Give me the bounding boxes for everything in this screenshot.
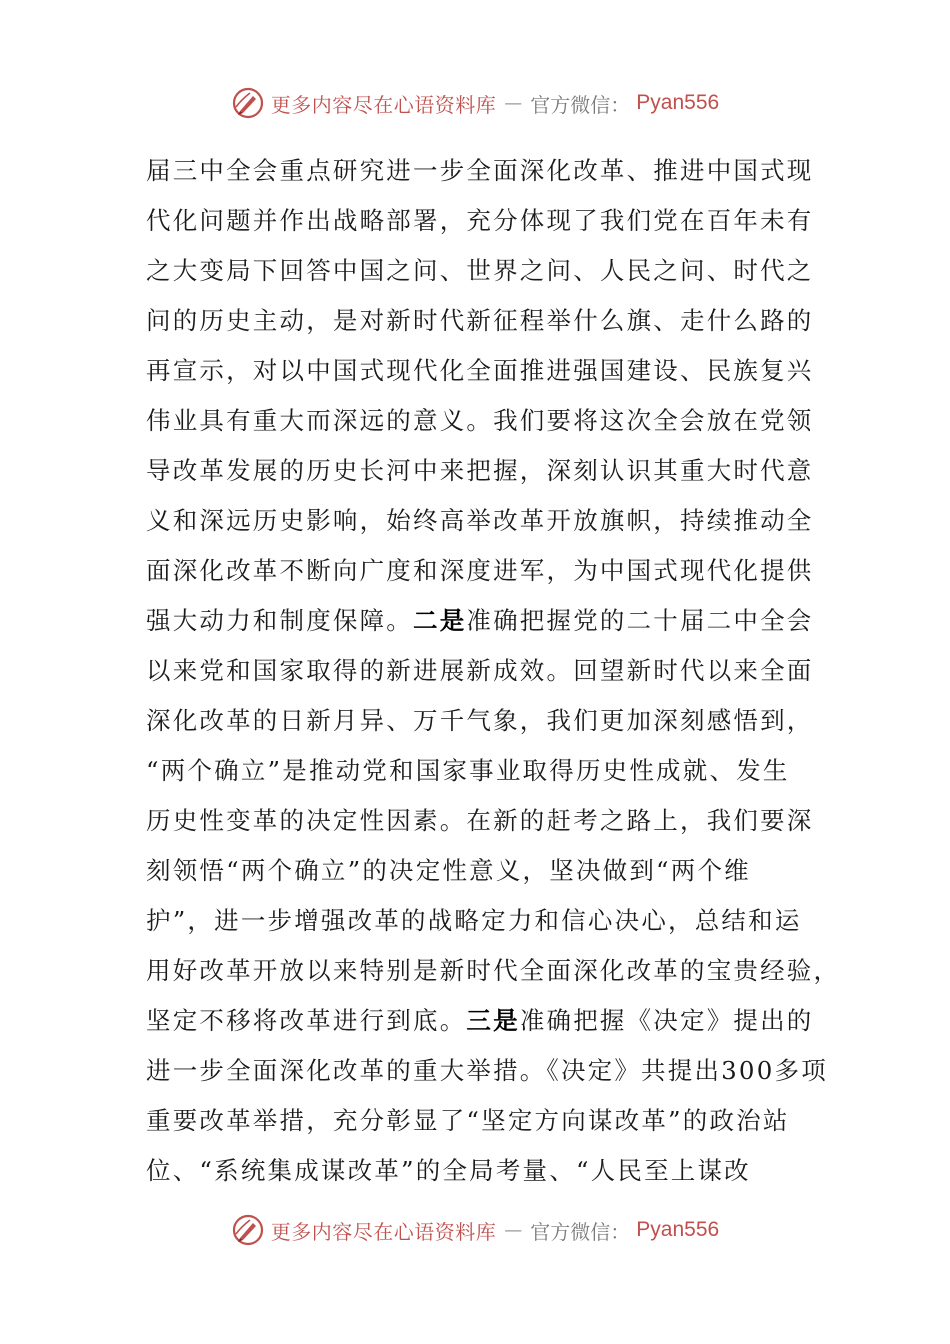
text-line: 代化问题并作出战略部署，充分体现了我们党在百年未有 — [146, 206, 814, 235]
text-segment: 准确把握党的二十届二中全会 — [466, 606, 814, 635]
watermark-site-text: 更多内容尽在心语资料库 — [270, 92, 497, 117]
text-line: 位、“系统集成谋改革”的全局考量、“人民至上谋改 — [146, 1156, 751, 1185]
text-line: 深化改革的日新月异、万千气象，我们更加深刻感悟到， — [146, 706, 814, 735]
text-line: 历史性变革的决定性因素。在新的赶考之路上，我们要深 — [146, 806, 814, 835]
text-line: “两个确立”是推动党和国家事业取得历史性成就、发生 — [146, 756, 790, 785]
text-line: 重要改革举措，充分彰显了“坚定方向谋改革”的政治站 — [146, 1106, 790, 1135]
text-line: 问的历史主动，是对新时代新征程举什么旗、走什么路的 — [146, 306, 814, 335]
text-line: 导改革发展的历史长河中来把握，深刻认识其重大时代意 — [146, 456, 814, 485]
text-line: 伟业具有重大而深远的意义。我们要将这次全会放在党领 — [146, 406, 814, 435]
watermark-wechat-label: 官方微信： — [530, 92, 631, 117]
bold-ordinal: 二是 — [413, 606, 467, 635]
text-segment: 准确把握《决定》提出的 — [519, 1006, 814, 1035]
text-line — [146, 596, 814, 646]
text-line — [146, 996, 814, 1046]
text-line: 之大变局下回答中国之问、世界之问、人民之问、时代之 — [146, 256, 814, 285]
watermark-separator: — — [504, 92, 523, 114]
watermark-wechat-label: 官方微信： — [530, 1219, 631, 1244]
pen-logo-icon — [231, 86, 265, 120]
watermark-banner-bottom — [0, 1210, 950, 1250]
watermark-banner-top — [0, 83, 950, 123]
watermark-site-text: 更多内容尽在心语资料库 — [270, 1219, 497, 1244]
text-line: 再宣示，对以中国式现代化全面推进强国建设、民族复兴 — [146, 356, 814, 385]
text-line: 进一步全面深化改革的重大举措。《决定》共提出300多项 — [146, 1056, 828, 1085]
document-body — [0, 146, 950, 1196]
watermark-separator: — — [504, 1219, 523, 1241]
text-line: 面深化改革不断向广度和深度进军，为中国式现代化提供 — [146, 556, 814, 585]
text-segment: 强大动力和制度保障。 — [146, 606, 413, 635]
text-line: 义和深远历史影响，始终高举改革开放旗帜，持续推动全 — [146, 506, 814, 535]
bold-ordinal: 三是 — [466, 1006, 520, 1035]
text-line: 用好改革开放以来特别是新时代全面深化改革的宝贵经验， — [146, 956, 841, 985]
text-line: 届三中全会重点研究进一步全面深化改革、推进中国式现 — [146, 156, 814, 185]
text-segment: 坚定不移将改革进行到底。 — [146, 1006, 467, 1035]
watermark-wechat-id: Pyan556 — [636, 91, 720, 114]
text-line: 护”，进一步增强改革的战略定力和信心决心，总结和运 — [146, 906, 802, 935]
watermark-wechat-id: Pyan556 — [636, 1218, 720, 1241]
text-line: 以来党和国家取得的新进展新成效。回望新时代以来全面 — [146, 656, 814, 685]
pen-logo-icon — [231, 1213, 265, 1247]
text-line: 刻领悟“两个确立”的决定性意义，坚决做到“两个维 — [146, 856, 751, 885]
